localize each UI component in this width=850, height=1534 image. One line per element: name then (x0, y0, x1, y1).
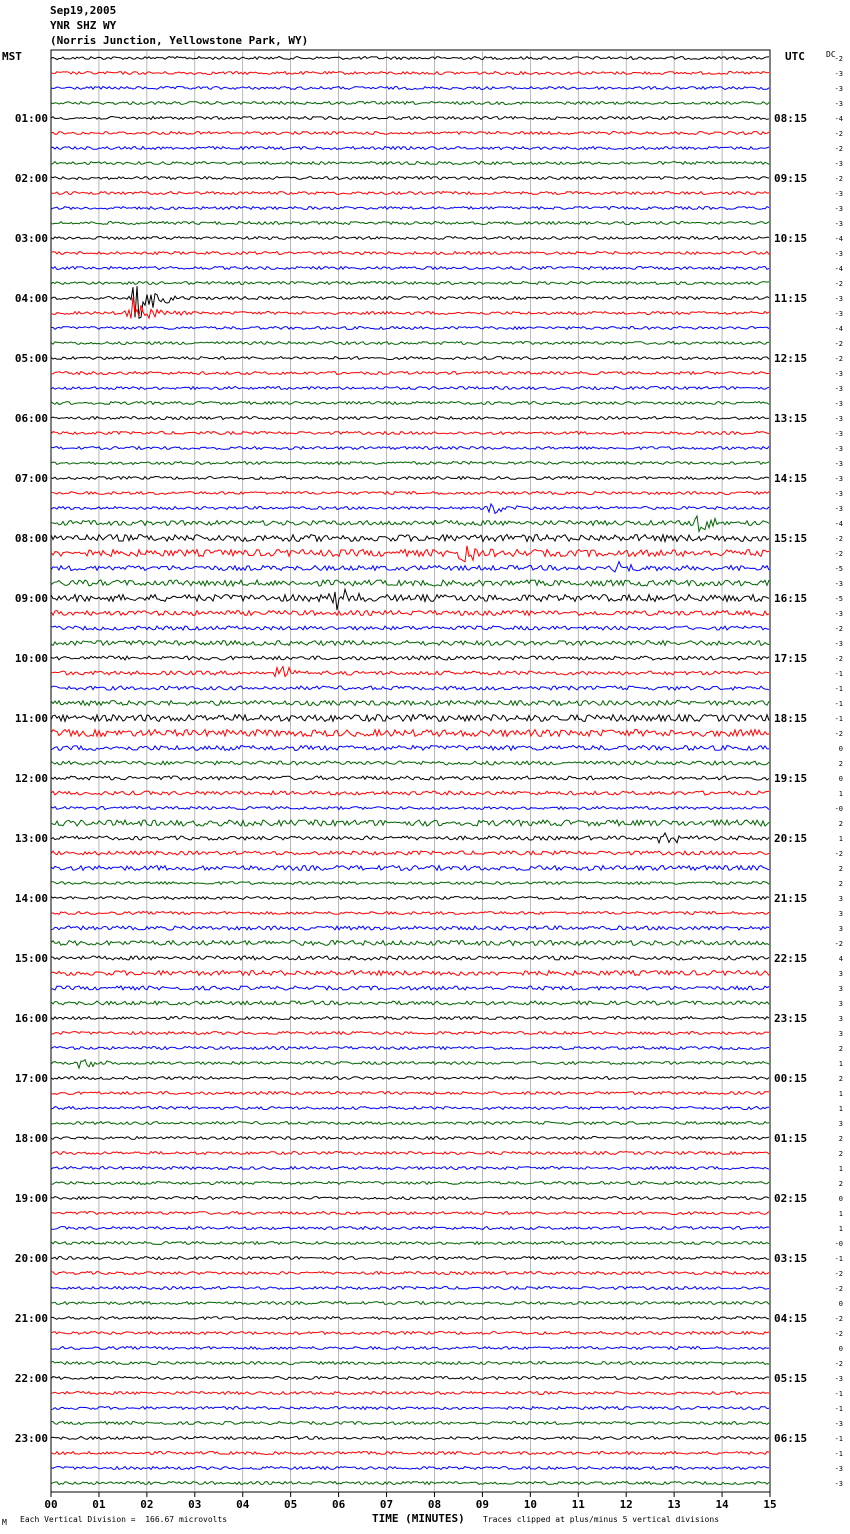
trace-line-6 (51, 147, 769, 150)
dc-offset-label: -2 (834, 55, 843, 63)
dc-offset-label: 2 (838, 1150, 843, 1158)
mst-hour-label: 01:00 (14, 112, 48, 125)
x-tick-label: 14 (715, 1498, 729, 1511)
trace-line-48 (51, 776, 769, 780)
trace-line-19 (51, 342, 769, 345)
mst-hour-label: 16:00 (14, 1012, 48, 1025)
mst-hour-label: 09:00 (14, 592, 48, 605)
trace-line-76 (51, 1197, 769, 1200)
dc-offset-label: 1 (838, 1225, 843, 1233)
mst-hour-label: 15:00 (14, 952, 48, 965)
dc-offset-label: -1 (834, 1450, 843, 1458)
trace-line-94 (51, 1467, 769, 1470)
trace-line-18 (51, 327, 769, 330)
dc-offset-label: -2 (834, 175, 843, 183)
x-tick-label: 09 (475, 1498, 490, 1511)
trace-line-66 (51, 1047, 769, 1050)
trace-line-58 (51, 926, 769, 930)
plot-frame (51, 50, 770, 1492)
trace-line-72 (51, 1137, 769, 1140)
trace-line-95 (51, 1482, 769, 1485)
dc-offset-label: 3 (838, 1000, 843, 1008)
trace-line-86 (51, 1347, 769, 1350)
utc-hour-label: 12:15 (774, 352, 808, 365)
trace-line-93 (51, 1452, 769, 1455)
dc-offset-label: -2 (834, 130, 843, 138)
trace-line-26 (51, 447, 769, 450)
utc-hour-label: 02:15 (774, 1192, 808, 1205)
utc-hour-label: 13:15 (774, 412, 808, 425)
utc-hour-label: 16:15 (774, 592, 808, 605)
trace-line-55 (51, 882, 769, 885)
dc-offset-label: -4 (834, 520, 843, 528)
dc-offset-label: -1 (834, 670, 843, 678)
dc-offset-label: 2 (838, 760, 843, 768)
mst-hour-label: 19:00 (14, 1192, 48, 1205)
trace-line-25 (51, 432, 769, 435)
dc-offset-label: -2 (834, 1315, 843, 1323)
dc-offset-label: -3 (834, 460, 843, 468)
grid-layer (51, 50, 770, 1492)
trace-line-28 (51, 477, 769, 480)
mst-hour-label: 14:00 (14, 892, 48, 905)
utc-hour-label: 21:15 (774, 892, 808, 905)
trace-line-84 (51, 1317, 769, 1320)
utc-hour-label: 18:15 (774, 712, 808, 725)
trace-line-92 (51, 1437, 769, 1440)
dc-offset-label: 3 (838, 895, 843, 903)
dc-offset-label: 2 (838, 820, 843, 828)
dc-offset-label: 3 (838, 1120, 843, 1128)
header-date: Sep19,2005 (50, 4, 117, 17)
dc-offset-label: 1 (838, 835, 843, 843)
dc-offset-label: 4 (838, 955, 843, 963)
trace-line-70 (51, 1107, 769, 1110)
dc-offset-label: -2 (834, 940, 843, 948)
trace-line-13 (51, 252, 769, 255)
mst-hour-label: 11:00 (14, 712, 48, 725)
dc-offset-label: 3 (838, 985, 843, 993)
trace-line-37 (51, 611, 769, 616)
dc-offset-label: -3 (834, 400, 843, 408)
dc-offset-label: -0 (834, 805, 843, 813)
mst-hour-label: 13:00 (14, 832, 48, 845)
trace-line-20 (51, 357, 769, 360)
scale-note: Each Vertical Division = 166.67 microvolts (20, 1515, 228, 1524)
dc-offset-label: 0 (838, 1345, 843, 1353)
dc-offset-label: -2 (834, 625, 843, 633)
trace-line-80 (51, 1257, 769, 1260)
utc-hour-label: 15:15 (774, 532, 808, 545)
dc-offset-label: 2 (838, 1075, 843, 1083)
trace-line-46 (51, 746, 769, 751)
x-tick-label: 02 (140, 1498, 154, 1511)
label-layer (15, 55, 843, 1511)
dc-offset-label: -2 (834, 655, 843, 663)
trace-line-75 (51, 1182, 769, 1185)
dc-offset-label: -4 (834, 265, 843, 273)
dc-offset-label: -2 (834, 280, 843, 288)
trace-line-91 (51, 1422, 769, 1425)
dc-offset-label: -1 (834, 1405, 843, 1413)
x-tick-label: 00 (44, 1498, 58, 1511)
dc-offset-label: -3 (834, 370, 843, 378)
header-location: (Norris Junction, Yellowstone Park, WY) (50, 34, 309, 47)
dc-offset-label: 3 (838, 910, 843, 918)
trace-line-64 (51, 1017, 769, 1020)
trace-line-5 (51, 132, 769, 135)
trace-line-81 (51, 1272, 769, 1275)
utc-hour-label: 10:15 (774, 232, 808, 245)
dc-offset-label: -3 (834, 100, 843, 108)
trace-line-67 (51, 1060, 769, 1068)
trace-line-47 (51, 761, 769, 765)
dc-offset-label: -1 (834, 700, 843, 708)
dc-offset-label: -3 (834, 220, 843, 228)
dc-offset-label: -2 (834, 145, 843, 153)
dc-offset-label: -3 (834, 430, 843, 438)
dc-offset-label: -3 (834, 1420, 843, 1428)
trace-line-53 (51, 851, 769, 855)
trace-line-69 (51, 1092, 769, 1095)
dc-offset-label: -1 (834, 1255, 843, 1263)
utc-hour-label: 23:15 (774, 1012, 808, 1025)
dc-offset-label: -2 (834, 1285, 843, 1293)
dc-offset-label: 2 (838, 880, 843, 888)
trace-line-68 (51, 1077, 769, 1080)
x-tick-label: 03 (188, 1498, 202, 1511)
dc-offset-label: -1 (834, 1435, 843, 1443)
trace-line-85 (51, 1332, 769, 1335)
trace-line-56 (51, 897, 769, 900)
trace-line-43 (51, 701, 769, 706)
mst-hour-label: 04:00 (14, 292, 48, 305)
dc-offset-label: 1 (838, 1210, 843, 1218)
x-tick-label: 12 (619, 1498, 633, 1511)
dc-offset-label: -2 (834, 535, 843, 543)
dc-offset-label: -3 (834, 1480, 843, 1488)
trace-line-42 (51, 686, 769, 690)
dc-offset-label: -3 (834, 580, 843, 588)
dc-offset-label: 2 (838, 1045, 843, 1053)
dc-offset-label: -3 (834, 85, 843, 93)
trace-line-52 (51, 833, 769, 843)
trace-line-59 (51, 941, 769, 946)
trace-line-33 (51, 546, 769, 562)
mst-axis-title: MST (2, 50, 22, 63)
trace-line-83 (51, 1302, 769, 1305)
trace-line-45 (51, 730, 769, 737)
dc-offset-label: 1 (838, 1165, 843, 1173)
dc-offset-label: -3 (834, 445, 843, 453)
mst-hour-label: 03:00 (14, 232, 48, 245)
x-tick-label: 13 (667, 1498, 681, 1511)
utc-hour-label: 14:15 (774, 472, 808, 485)
trace-line-15 (51, 282, 769, 285)
trace-layer (51, 57, 769, 1485)
trace-line-30 (51, 504, 769, 514)
trace-line-32 (51, 535, 769, 542)
trace-line-77 (51, 1212, 769, 1215)
utc-hour-label: 06:15 (774, 1432, 808, 1445)
trace-line-35 (51, 580, 769, 586)
trace-line-4 (51, 117, 769, 120)
utc-hour-label: 20:15 (774, 832, 808, 845)
trace-line-22 (51, 387, 769, 390)
dc-offset-label: 2 (838, 1180, 843, 1188)
dc-offset-label: -4 (834, 235, 843, 243)
trace-line-49 (51, 791, 769, 795)
dc-offset-label: -3 (834, 640, 843, 648)
x-tick-label: 10 (523, 1498, 537, 1511)
dc-offset-label: -3 (834, 190, 843, 198)
mst-hour-label: 10:00 (14, 652, 48, 665)
dc-offset-label: -5 (834, 595, 843, 603)
trace-line-40 (51, 656, 769, 660)
dc-offset-label: -0 (834, 1240, 843, 1248)
utc-hour-label: 05:15 (774, 1372, 808, 1385)
trace-line-38 (51, 626, 769, 630)
trace-line-71 (51, 1122, 769, 1125)
mst-hour-label: 05:00 (14, 352, 48, 365)
utc-hour-label: 11:15 (774, 292, 808, 305)
dc-offset-label: 3 (838, 1030, 843, 1038)
dc-offset-label: -3 (834, 1375, 843, 1383)
mst-hour-label: 08:00 (14, 532, 48, 545)
trace-line-9 (51, 192, 769, 195)
utc-axis-title: UTC (785, 50, 805, 63)
trace-line-2 (51, 87, 769, 90)
dc-axis-title: DC (826, 50, 836, 59)
x-tick-label: 11 (571, 1498, 585, 1511)
dc-offset-label: -2 (834, 1270, 843, 1278)
trace-line-10 (51, 207, 769, 210)
trace-line-79 (51, 1242, 769, 1245)
trace-line-57 (51, 912, 769, 915)
trace-line-54 (51, 866, 769, 871)
trace-line-29 (51, 492, 769, 495)
trace-line-7 (51, 162, 769, 165)
x-tick-label: 15 (763, 1498, 777, 1511)
dc-offset-label: 0 (838, 1195, 843, 1203)
trace-line-74 (51, 1167, 769, 1170)
utc-hour-label: 03:15 (774, 1252, 808, 1265)
trace-line-23 (51, 402, 769, 405)
trace-line-89 (51, 1392, 769, 1395)
dc-offset-label: -3 (834, 1465, 843, 1473)
trace-line-63 (51, 1001, 769, 1005)
utc-hour-label: 22:15 (774, 952, 808, 965)
dc-offset-label: -2 (834, 355, 843, 363)
trace-line-11 (51, 222, 769, 225)
trace-line-34 (51, 562, 769, 572)
dc-offset-label: -2 (834, 730, 843, 738)
trace-line-60 (51, 956, 769, 960)
trace-line-14 (51, 267, 769, 270)
header-station: YNR SHZ WY (50, 19, 117, 32)
dc-offset-label: -3 (834, 160, 843, 168)
dc-offset-label: -3 (834, 505, 843, 513)
trace-line-90 (51, 1407, 769, 1410)
dc-offset-label: 1 (838, 1090, 843, 1098)
utc-hour-label: 00:15 (774, 1072, 808, 1085)
dc-offset-label: -2 (834, 1330, 843, 1338)
mst-hour-label: 02:00 (14, 172, 48, 185)
mst-hour-label: 17:00 (14, 1072, 48, 1085)
trace-line-51 (51, 820, 769, 826)
utc-hour-label: 17:15 (774, 652, 808, 665)
dc-offset-label: 1 (838, 1105, 843, 1113)
utc-hour-label: 01:15 (774, 1132, 808, 1145)
trace-line-44 (51, 715, 769, 722)
dc-offset-label: -3 (834, 250, 843, 258)
trace-line-88 (51, 1377, 769, 1380)
trace-line-82 (51, 1287, 769, 1290)
clip-note: Traces clipped at plus/minus 5 vertical divisions (483, 1515, 720, 1524)
x-tick-label: 06 (331, 1498, 346, 1511)
x-axis-title: TIME (MINUTES) (372, 1512, 465, 1525)
utc-hour-label: 09:15 (774, 172, 808, 185)
mst-hour-label: 07:00 (14, 472, 48, 485)
trace-line-62 (51, 986, 769, 990)
dc-offset-label: -4 (834, 325, 843, 333)
dc-offset-label: -5 (834, 565, 843, 573)
dc-offset-label: 0 (838, 775, 843, 783)
trace-line-41 (51, 667, 769, 677)
dc-offset-label: -2 (834, 1360, 843, 1368)
dc-offset-label: -3 (834, 385, 843, 393)
utc-hour-label: 19:15 (774, 772, 808, 785)
trace-line-3 (51, 102, 769, 105)
trace-line-65 (51, 1032, 769, 1035)
mst-hour-label: 22:00 (14, 1372, 48, 1385)
dc-offset-label: -3 (834, 295, 843, 303)
dc-offset-label: -1 (834, 1390, 843, 1398)
dc-offset-label: 2 (838, 865, 843, 873)
dc-offset-label: -2 (834, 550, 843, 558)
dc-offset-label: -4 (834, 115, 843, 123)
trace-line-73 (51, 1152, 769, 1155)
trace-line-24 (51, 417, 769, 420)
trace-line-8 (51, 177, 769, 180)
dc-offset-label: -2 (834, 850, 843, 858)
x-tick-label: 05 (284, 1498, 298, 1511)
trace-line-50 (51, 807, 769, 810)
trace-line-39 (51, 641, 769, 646)
x-tick-label: 08 (427, 1498, 442, 1511)
utc-hour-label: 08:15 (774, 112, 808, 125)
dc-offset-label: 0 (838, 745, 843, 753)
dc-offset-label: -1 (834, 685, 843, 693)
dc-offset-label: -3 (834, 490, 843, 498)
trace-line-12 (51, 237, 769, 240)
dc-offset-label: -2 (834, 340, 843, 348)
x-tick-label: 01 (92, 1498, 106, 1511)
trace-line-0 (51, 57, 769, 60)
trace-line-27 (51, 462, 769, 465)
mst-hour-label: 12:00 (14, 772, 48, 785)
dc-offset-label: 1 (838, 1060, 843, 1068)
dc-offset-label: 3 (838, 1015, 843, 1023)
dc-offset-label: -3 (834, 475, 843, 483)
trace-line-31 (51, 516, 769, 532)
dc-offset-label: 2 (838, 1135, 843, 1143)
dc-offset-label: -3 (834, 610, 843, 618)
trace-line-21 (51, 372, 769, 375)
dc-offset-label: 1 (838, 790, 843, 798)
trace-line-78 (51, 1227, 769, 1230)
dc-offset-label: -3 (834, 205, 843, 213)
dc-offset-label: -3 (834, 415, 843, 423)
trace-line-1 (51, 72, 769, 75)
dc-offset-label: -3 (834, 310, 843, 318)
trace-line-36 (51, 589, 769, 610)
dc-offset-label: 3 (838, 925, 843, 933)
utc-hour-label: 04:15 (774, 1312, 808, 1325)
mst-hour-label: 23:00 (14, 1432, 48, 1445)
trace-line-61 (51, 971, 769, 976)
dc-offset-label: 3 (838, 970, 843, 978)
mst-hour-label: 06:00 (14, 412, 48, 425)
dc-offset-label: 0 (838, 1300, 843, 1308)
x-tick-label: 04 (236, 1498, 250, 1511)
mst-hour-label: 18:00 (14, 1132, 48, 1145)
x-tick-label: 07 (379, 1498, 394, 1511)
corner-mark: M (2, 1518, 7, 1527)
dc-offset-label: -1 (834, 715, 843, 723)
mst-hour-label: 20:00 (14, 1252, 48, 1265)
trace-line-87 (51, 1362, 769, 1365)
dc-offset-label: -3 (834, 70, 843, 78)
mst-hour-label: 21:00 (14, 1312, 48, 1325)
